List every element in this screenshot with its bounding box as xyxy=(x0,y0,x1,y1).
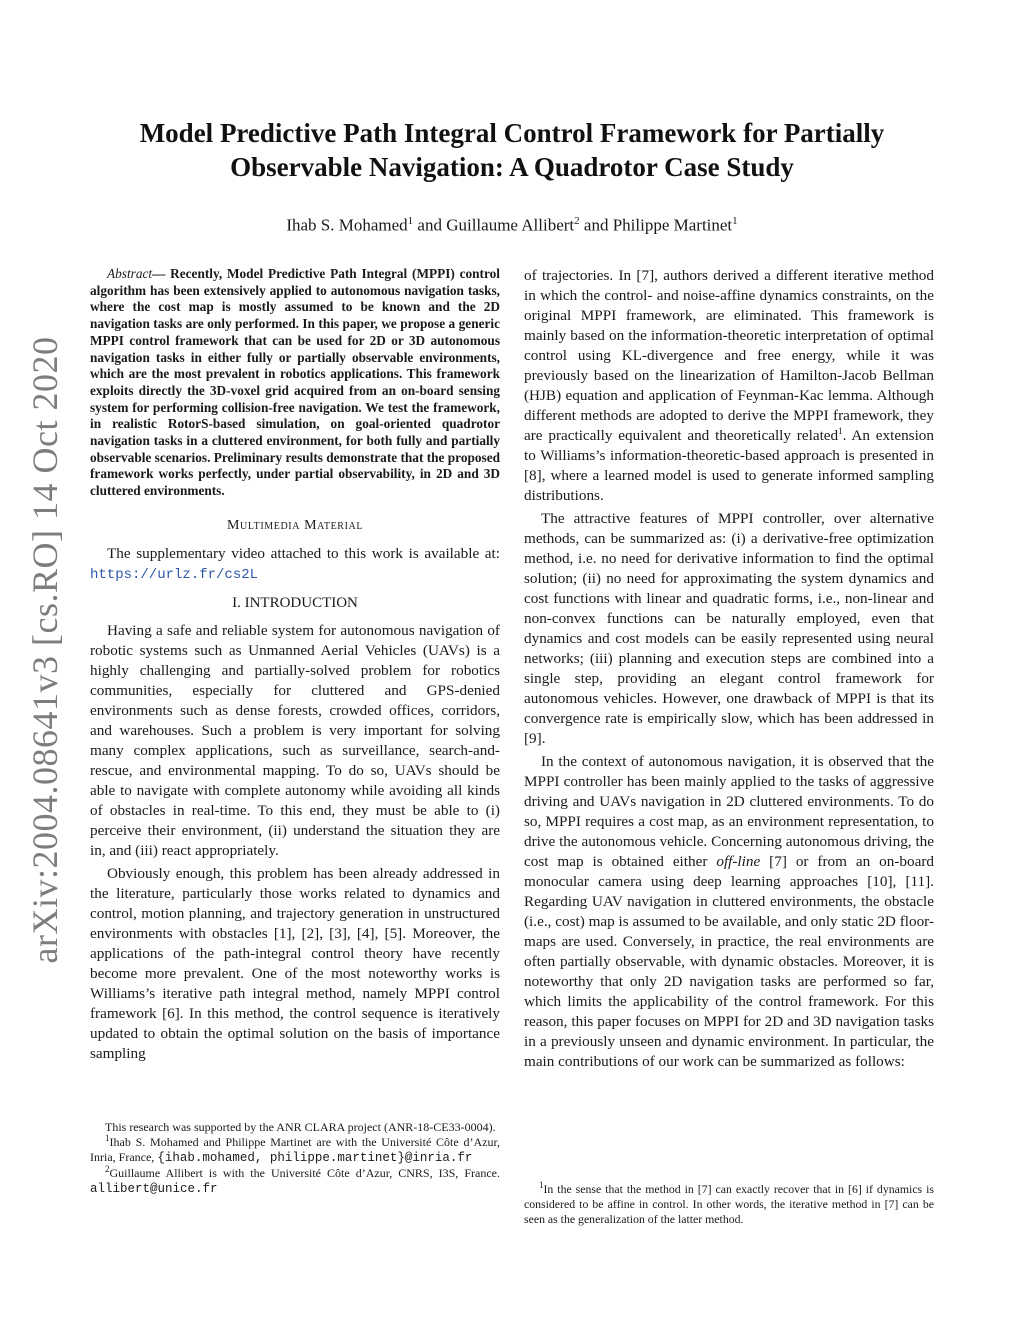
method-footnote-text: In the sense that the method in [7] can exactly recover that in [6] if dynamics is considered to be affine in control. In other words, the iterative method in [7] can be seen as the generalization of the latter method. xyxy=(524,1182,934,1226)
multimedia-heading: Multimedia Material xyxy=(226,517,364,533)
affiliation-footnote-1-mark: 1 xyxy=(105,1133,110,1143)
right-paragraph-3-text-a: In the context of autonomous navigation, it is observed that the MPPI controller has been mainly applied to the tasks of aggressive driving and UAVs navigation in 2D cluttered environments. To do so, MPPI requires a cost map, as an environment representation, to drive the autonomous vehicle. Concerning autonomous driving, the cost map is obtained either xyxy=(524,753,934,870)
right-footnotes xyxy=(524,1182,934,1227)
affiliation-footnote-2-email[interactable]: allibert@unice.fr xyxy=(90,1182,218,1196)
affiliation-footnote-2-mark: 2 xyxy=(105,1164,110,1174)
author-1: Ihab S. Mohamed xyxy=(286,215,408,235)
off-line-term: off-line xyxy=(716,853,761,870)
author-list xyxy=(90,209,934,238)
arxiv-stamp-text: arXiv:2004.08641v3 [cs.RO] 14 Oct 2020 xyxy=(25,336,65,964)
abstract xyxy=(90,266,500,500)
affiliation-footnote-1-text: Ihab S. Mohamed and Philippe Martinet are with the Université Côte d’Azur, Inria, France, xyxy=(90,1135,500,1164)
left-column xyxy=(90,266,500,1064)
author-3-affiliation-mark: 1 xyxy=(732,215,738,227)
abstract-text: — Recently, Model Predictive Path Integral (MPPI) control algorithm has been extensively applied to autonomous navigation tasks, where the cost map is mostly assumed to be known and the 2D navigation tasks are only performed. In this paper, we propose a generic MPPI control framework that can be used for 2D or 3D autonomous navigation tasks in either fully or partially observable environments, which are the most prevalent in robotics applications. This framework exploits directly the 3D-voxel grid acquired from an on-board sensing system for performing collision-free navigation. We test the framework, in realistic RotorS-based simulation, on goal-oriented quadrotor navigation tasks in a cluttered environment, for both fully and partially observable scenarios. Preliminary results demonstrate that the proposed framework works perfectly, under partial observability, in 2D and 3D cluttered environments. xyxy=(90,266,500,499)
introduction-paragraph-2: Obviously enough, this problem has been already addressed in the literature, particularly those works related to dynamics and control, motion planning, and trajectory generation in unstructured environments with obstacles [1], [2], [3], [4], [5]. Moreover, the applications of the path-integral control theory have recently become more prevalent. One of the most noteworthy works is Williams’s iterative path integral method, namely MPPI control framework [6]. In this method, the control sequence is iteratively updated to obtain the optimal solution on the basis of importance sampling xyxy=(90,864,500,1062)
right-paragraph-3 xyxy=(524,752,934,1072)
right-paragraph-1-text-b: . An extension to Williams’s information-theoretic-based approach is presented in [8], where a learned model is used to generate informed sampling distributions. xyxy=(524,427,934,504)
author-1-affiliation-mark: 1 xyxy=(407,215,414,227)
right-paragraph-3-text-b: [7] or from an on-board monocular camera using deep learning approaches [10], [11]. Regarding UAV navigation in cluttered environments, the obstacle (i.e., cost) map is assumed to be available, and only static 2D floor-maps are used. Conversely, in practice, the real environments are often partially observable, with dynamic obstacles. Moreover, it is noteworthy that only 2D navigation tasks are performed so far, which limits the applicability of the control framework. For this reason, this paper focuses on MPPI for 2D and 3D navigation tasks in a previously unseen and dynamic environment. In particular, the main contributions of our work can be summarized as follows: xyxy=(524,853,934,1070)
author-2-affiliation-mark: 2 xyxy=(574,215,580,227)
title-line-2: Observable Navigation: A Quadrotor Case Study xyxy=(230,152,794,182)
affiliation-footnote-2 xyxy=(90,1166,500,1197)
multimedia-text: The supplementary video attached to this work is available at: xyxy=(107,544,500,562)
arxiv-identifier-stamp xyxy=(20,336,70,964)
right-column xyxy=(524,266,934,1072)
title-line-1: Model Predictive Path Integral Control Framework for Partially xyxy=(139,118,885,148)
left-footnotes xyxy=(90,1120,500,1197)
affiliation-footnote-1 xyxy=(90,1135,500,1166)
right-paragraph-2: The attractive features of MPPI controller, over alternative methods, can be summarized as: (i) a derivative-free optimization method, i.e. no need for derivative information to find the optimal solution; (ii) no need for approximating the system dynamics and cost functions with linear and quadratic forms, i.e., non-linear and non-convex functions can be naturally employed, even that dynamics and cost models can be easily represented using neural networks; (iii) planning and execution steps are combined into a single step, providing an elegant control framework for autonomous vehicles. However, one drawback of MPPI is that its convergence rate is empirically slow, which has been addressed in [9]. xyxy=(524,510,934,747)
supplementary-video-link[interactable]: https://urlz.fr/cs2L xyxy=(90,566,259,583)
introduction-heading: I. INTRODUCTION xyxy=(232,594,358,611)
affiliation-footnote-2-text: Guillaume Allibert is with the Université Côte d’Azur, CNRS, I3S, France. xyxy=(109,1166,500,1180)
author-2: and Guillaume Allibert xyxy=(413,215,575,235)
right-paragraph-1-text-a: of trajectories. In [7], authors derived a different iterative method in which the control- and noise-affine dynamics constraints, on the original MPPI framework, are eliminated. This framework is mainly based on the information-theoretic interpretation of optimal control using KL-divergence and free energy, while it was previously based on the linearization of Hamilton-Jacob Bellman (HJB) equation and application of Feynman-Kac lemma. Although different methods are adopted to derive the MPPI framework, they are practically equivalent and theoretically related xyxy=(524,267,934,444)
method-footnote-mark: 1 xyxy=(539,1180,544,1191)
right-paragraph-1 xyxy=(524,266,934,506)
introduction-paragraph-1: Having a safe and reliable system for autonomous navigation of robotic systems such as Unmanned Aerial Vehicles (UAVs) is a highly challenging and partially-solved problem for robotics communities, especially for cluttered and GPS-denied environments such as dense forests, crowded offices, corridors, and warehouses. Such a problem is very important for solving many complex applications, such as surveillance, search-and-rescue, and environmental mapping. To do so, UAVs should be able to navigate with complete autonomy while avoiding all kinds of obstacles in real-time. To this end, they must be able to (i) perceive their environment, (ii) understand the situation they are in, and (iii) react appropriately. xyxy=(90,621,500,859)
abstract-label: Abstract xyxy=(107,266,153,281)
method-footnote xyxy=(524,1182,934,1227)
author-3: and Philippe Martinet xyxy=(579,215,733,235)
paper-title xyxy=(90,116,934,184)
multimedia-paragraph xyxy=(90,544,500,585)
footnote-1-mark: 1 xyxy=(838,425,843,436)
affiliation-footnote-1-email[interactable]: {ihab.mohamed, philippe.martinet}@inria.fr xyxy=(157,1151,473,1165)
funding-footnote: This research was supported by the ANR CLARA project (ANR-18-CE33-0004). xyxy=(105,1120,496,1134)
